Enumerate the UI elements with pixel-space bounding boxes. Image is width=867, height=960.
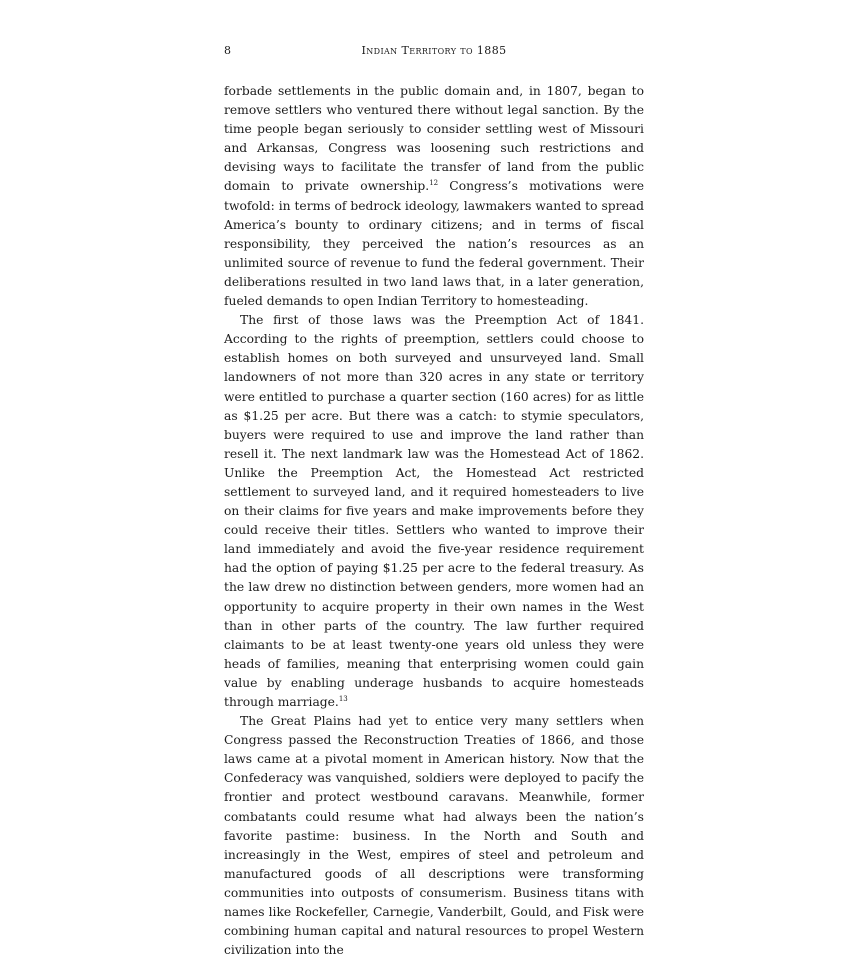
paragraph-3 <box>224 712 644 960</box>
running-head <box>224 40 644 62</box>
paragraph-text: The first of those laws was the Preemption Act of 1841. According to the rights of preemption, settlers could choose to establish homes on both surveyed and unsurveyed land. Small landowners of not more than 320 acres in any state or territory were entitled to purchase a quarter section (160 acres) for as little as $1.25 per acre. But there was a catch: to stymie speculators, buyers were required to use and improve the land rather than resell it. The next landmark law was the Homestead Act of 1862. Unlike the Preemption Act, the Homestead Act restricted settlement to surveyed land, and it required homesteaders to live on their claims for five years and make improvements before they could receive their titles. Settlers who wanted to improve their land immediately and avoid the five-year residence requirement had the option of paying $1.25 per acre to the federal treasury. As the law drew no distinction between genders, more women had an opportunity to acquire property in their own names in the West than in other parts of the country. The law further required claimants to be at least twenty-one years old unless they were heads of families, meaning that enterprising women could gain value by enabling underage husbands to acquire homesteads through marriage. <box>224 313 644 709</box>
footnote-ref-13[interactable]: 13 <box>338 695 348 703</box>
paragraph-text: The Great Plains had yet to entice very many settlers when Congress passed the Reconstruction Treaties of 1866, and those laws came at a pivotal moment in American history. Now that the Confederacy was vanquished, soldiers were deployed to pacify the frontier and protect westbound caravans. Meanwhile, former combatants could resume what had always been the nation’s favorite pastime: business. In the North and South and increasingly in the West, empires of steel and petroleum and manufactured goods of all descriptions were transforming communities into outposts of consumerism. Business titans with names like Rockefeller, Carnegie, Vanderbilt, Gould, and Fisk were combining human capital and natural resources to propel Western civilization into the <box>224 714 644 958</box>
paragraph-text: Congress’s motivations were twofold: in terms of bedrock ideology, lawmakers wanted to spread America’s bounty to ordinary citizens; and in terms of fiscal responsibility, they perceived the nation’s resources as an unlimited source of revenue to fund the federal government. Their deliberations resulted in two land laws that, in a later generation, fueled demands to open Indian Territory to homesteading. <box>224 179 644 309</box>
footnote-ref-12[interactable]: 12 <box>429 179 439 188</box>
book-page <box>224 40 644 958</box>
paragraph-1 <box>224 82 644 311</box>
page-number: 8 <box>224 44 231 57</box>
paragraph-2 <box>224 311 644 712</box>
running-title: Indian Territory to 1885 <box>361 44 507 57</box>
paragraph-text: forbade settlements in the public domain and, in 1807, began to remove settlers who ventured there without legal sanction. By the time people began seriously to consider settling west of Missouri and Arkansas, Congress was loosening such restrictions and devising ways to facilitate the transfer of land from the public domain to private ownership. <box>224 84 644 194</box>
body-text <box>224 82 644 960</box>
